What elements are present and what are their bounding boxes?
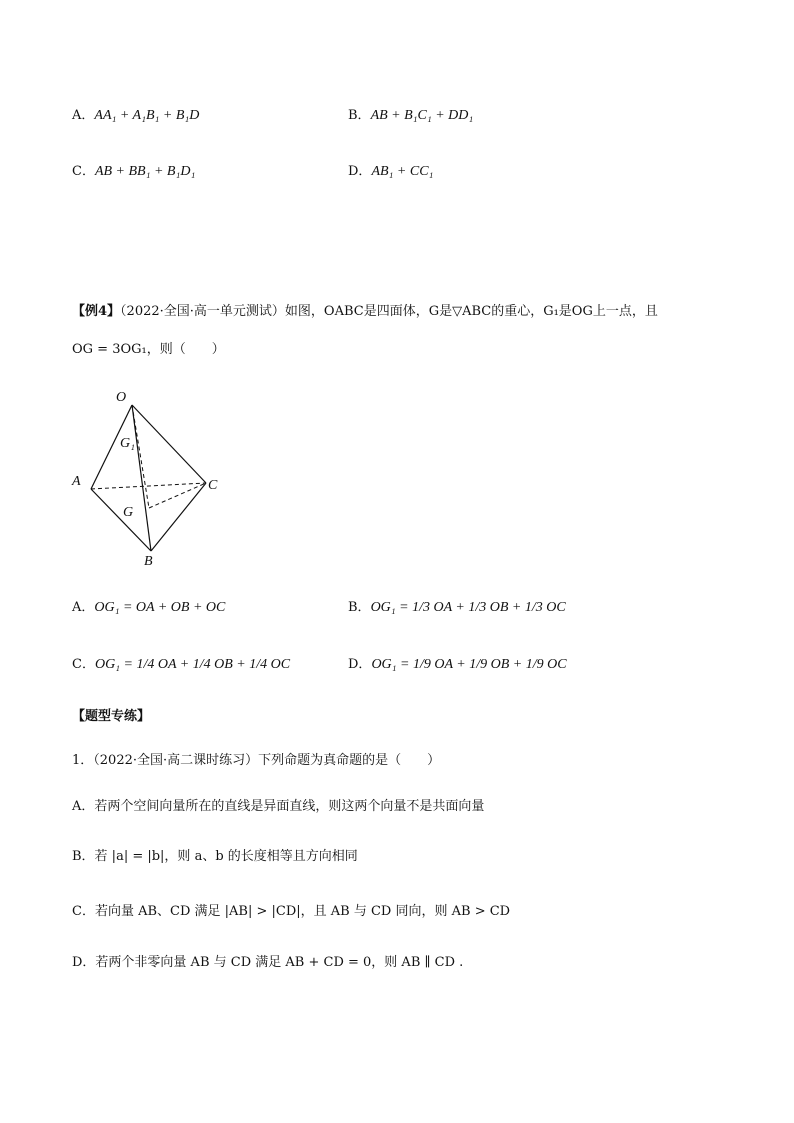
segment-gc-dashed (149, 483, 206, 508)
option-b (348, 107, 473, 125)
problem1-stem: 1．（2022·全国·高二课时练习）下列命题为真命题的是（ ） (72, 753, 441, 768)
edge-ab (91, 489, 151, 551)
option-text: OG₁ = 1/4 OA + 1/4 OB + 1/4 OC (94, 657, 291, 672)
option-label: A． (72, 108, 95, 123)
label-g1: G₁ (120, 436, 135, 451)
tetrahedron-figure (60, 385, 240, 575)
edge-bc (151, 483, 206, 551)
option-text: OG₁ = 1/3 OA + 1/3 OB + 1/3 OC (370, 600, 566, 615)
option-label: B． (348, 108, 371, 123)
problem1-option-d: D．若两个非零向量 AB 与 CD 满足 AB + CD = 0，则 AB ∥ CD . (72, 955, 464, 970)
example4-stem (72, 303, 658, 321)
option-label: D． (348, 657, 372, 672)
option-text: OG₁ = 1/9 OA + 1/9 OB + 1/9 OC (371, 657, 567, 672)
option-c (72, 163, 195, 181)
example4-stem-line2 (72, 341, 225, 359)
option-d (348, 163, 433, 181)
option-label: A． (72, 600, 95, 615)
edge-oc (132, 405, 206, 483)
option-text: AB₁ + CC₁ (371, 164, 434, 179)
option-text: AA₁ + A₁B₁ + B₁D (94, 108, 200, 123)
label-a: A (72, 474, 81, 489)
edge-ac-dashed (91, 483, 206, 489)
option-label: C． (72, 657, 95, 672)
problem1-option-a: A．若两个空间向量所在的直线是异面直线，则这两个向量不是共面向量 (72, 799, 485, 814)
example-stem-text-2: OG = 3OG₁，则（ ） (72, 342, 225, 357)
edge-ob (132, 405, 151, 551)
ex4-option-b (348, 599, 566, 617)
label-g: G (123, 505, 134, 520)
problem1-option-c: C．若向量 AB、CD 满足 |AB| > |CD|，且 AB 与 CD 同向，则 AB > CD (72, 904, 511, 919)
ex4-option-d (348, 656, 567, 674)
example-stem-text: 如图，OABC是四面体，G是▽ABC的重心，G₁是OG上一点，且 (284, 304, 658, 319)
label-o: O (116, 390, 127, 405)
option-a (72, 107, 199, 125)
ex4-option-a (72, 599, 225, 617)
option-text: AB + B₁C₁ + DD₁ (370, 108, 474, 123)
option-label: C． (72, 164, 95, 179)
option-text: OG₁ = OA + OB + OC (94, 600, 226, 615)
example-tag: 【例4】 (72, 304, 121, 319)
label-c: C (208, 478, 218, 493)
option-text: AB + BB₁ + B₁D₁ (94, 164, 196, 179)
option-label: B． (348, 600, 371, 615)
option-label: D． (348, 164, 372, 179)
label-b: B (144, 554, 153, 569)
ex4-option-c (72, 656, 290, 674)
section-title: 【题型专练】 (72, 709, 151, 724)
example-source: （2022·全国·高一单元测试） (120, 304, 285, 319)
problem1-option-b: B．若 |a| = |b|，则 a、b 的长度相等且方向相同 (72, 849, 358, 864)
